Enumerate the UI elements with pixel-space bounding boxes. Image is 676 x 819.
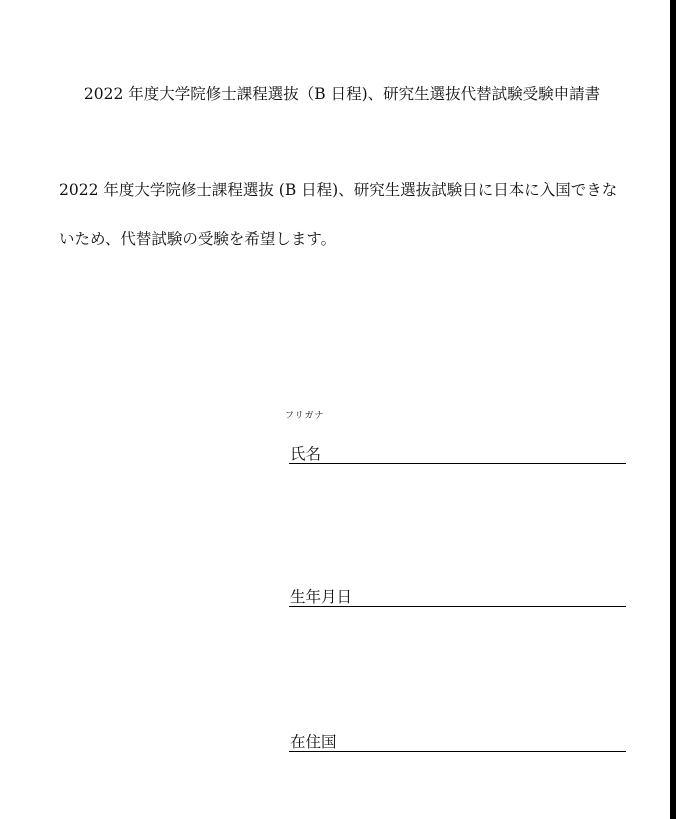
page-edge-border: [670, 0, 676, 819]
request-statement-line-2: いため、代替試験の受験を希望します。: [59, 230, 337, 248]
request-statement-line-1: 2022 年度大学院修士課程選抜 (B 日程)、研究生選抜試験日に日本に入国できな: [59, 181, 618, 199]
date-of-birth-field-label: 生年月日: [290, 588, 353, 606]
date-of-birth-field[interactable]: [289, 586, 626, 607]
name-field-label: 氏名: [290, 445, 322, 463]
country-of-residence-field[interactable]: [289, 731, 626, 752]
furigana-label: フリガナ: [285, 411, 325, 421]
country-of-residence-field-label: 在住国: [290, 733, 337, 751]
name-field[interactable]: [289, 443, 626, 464]
document-title: 2022 年度大学院修士課程選抜（B 日程)、研究生選抜代替試験受験申請書: [83, 85, 601, 103]
